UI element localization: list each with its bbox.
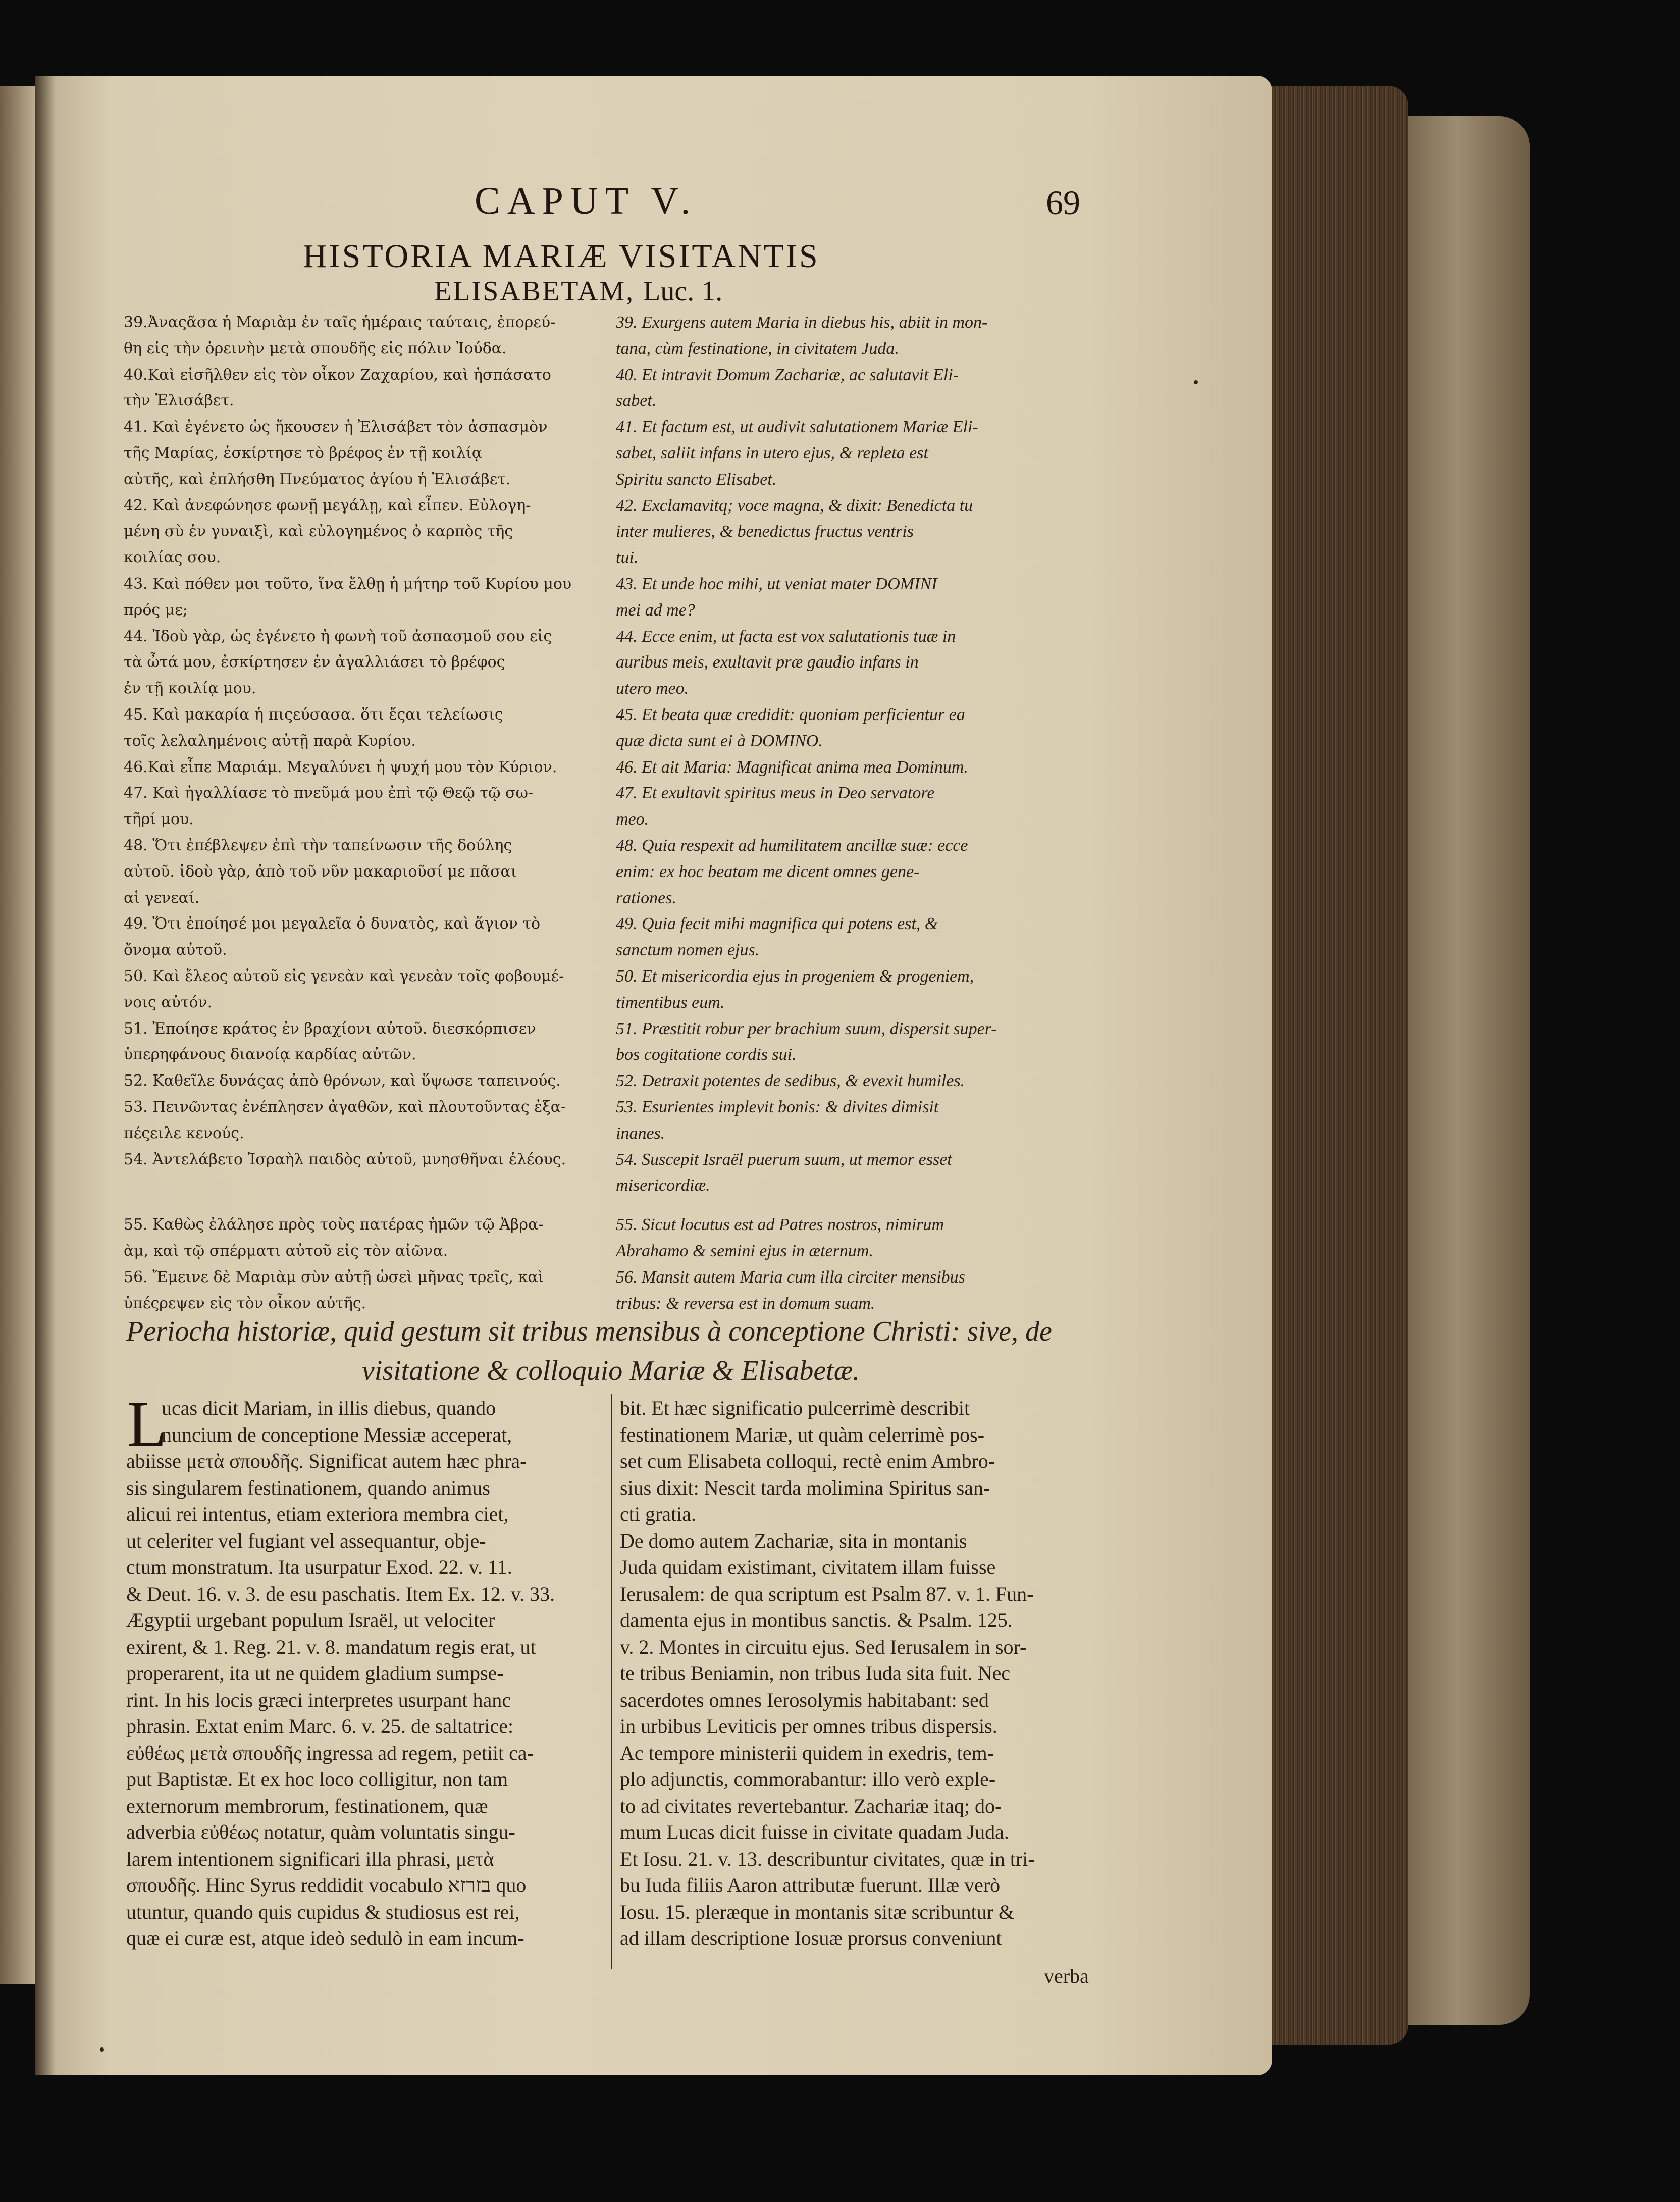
commentary-line: bit. Et hæc significatio pulcerrimè describit	[620, 1397, 970, 1419]
ink-speck	[1194, 380, 1198, 384]
latin-verse-line: 47. Et exultavit spiritus meus in Deo servatore	[616, 784, 935, 803]
latin-verse-line: rationes.	[616, 888, 676, 907]
greek-verse-line: 42. Καὶ ἀνεφώνησε φωνῇ μεγάλῃ, καὶ εἶπεν. Εὐλογη-	[124, 496, 531, 515]
latin-verse-line: 49. Quia fecit mihi magnifica qui potens est, &	[616, 914, 938, 934]
latin-verse-line: tana, cùm festinatione, in civitatem Juda.	[616, 339, 899, 358]
text-block-edges	[1272, 86, 1408, 2045]
latin-verse-line: 54. Suscepit Israël puerum suum, ut memor esset	[616, 1150, 952, 1169]
greek-verse-line: 49. Ὅτι ἐποίησέ μοι μεγαλεῖα ὁ δυνατὸς, καὶ ἅγιον τὸ	[124, 915, 541, 933]
title-reference: Luc. 1.	[643, 276, 723, 307]
greek-verse-line: 48. Ὅτι ἐπέβλεψεν ἐπὶ τὴν ταπείνωσιν τῆς δούλης	[124, 837, 512, 854]
column-rule	[611, 1394, 612, 1969]
latin-verse-line: tribus: & reversa est in domum suam.	[616, 1294, 875, 1313]
running-head: CAPUT V.	[475, 180, 698, 222]
latin-verse-line: enim: ex hoc beatam me dicent omnes gene-	[616, 862, 920, 881]
commentary-line: ctum monstratum. Ita usurpatur Exod. 22. v. 11.	[126, 1556, 512, 1578]
commentary-line: quæ ei curæ est, atque ideò sedulò in eam incum-	[126, 1927, 524, 1950]
page-gutter-shadow	[35, 76, 56, 2075]
greek-verse-line: ἐν τῇ κοιλίᾳ μου.	[124, 680, 256, 698]
commentary-line: cti gratia.	[620, 1503, 697, 1525]
ink-speck	[100, 2047, 104, 2052]
latin-verse-line: misericordiæ.	[616, 1176, 710, 1195]
latin-verse-line: 42. Exclamavitq; voce magna, & dixit: Benedicta tu	[616, 496, 973, 515]
commentary-line: in urbibus Leviticis per omnes tribus dispersis.	[620, 1715, 998, 1737]
catchword: verba	[1044, 1965, 1089, 1987]
latin-verse-line: 55. Sicut locutus est ad Patres nostros, nimirum	[616, 1215, 944, 1235]
commentary-line: larem intentionem significari illa phrasi, μετὰ	[126, 1847, 494, 1870]
periocha-line-1: Periocha historiæ, quid gestum sit tribus mensibus à conceptione Christi: sive, de	[126, 1316, 1052, 1347]
greek-verse-line: αὐτῆς, καὶ ἐπλήσθη Πνεύματος ἁγίου ἡ Ἐλισάβετ.	[124, 470, 511, 488]
greek-verse-line: ὄνομα αὐτοῦ.	[124, 941, 227, 959]
greek-verse-line: 40.Καὶ εἰσῆλθεν εἰς τὸν οἶκον Ζαχαρίου, καὶ ἠσπάσατο	[124, 366, 551, 384]
latin-verse-line: Abrahamo & semini ejus in æternum.	[616, 1242, 873, 1260]
greek-verse-line: 45. Καὶ μακαρία ἡ πιςεύσασα. ὅτι ἔςαι τελείωσις	[124, 706, 503, 724]
greek-verse-line: 54. Ἀντελάβετο Ἰσραὴλ παιδὸς αὐτοῦ, μνησθῆναι ἐλέους.	[124, 1150, 566, 1168]
greek-verse-line: 46.Καὶ εἶπε Μαριάμ. Μεγαλύνει ἡ ψυχή μου τὸν Κύριον.	[124, 758, 557, 776]
greek-verse-line: κοιλίας σου.	[124, 549, 221, 567]
latin-verse-line: 50. Et misericordia ejus in progeniem & progeniem,	[616, 967, 974, 986]
commentary-line: plo adjunctis, commorabantur: illo verò exple-	[620, 1768, 996, 1790]
greek-verse-line: ὑπερηφάνους διανοίᾳ καρδίας αὐτῶν.	[124, 1046, 416, 1064]
commentary-line: te tribus Beniamin, non tribus Iuda sita fuit. Nec	[620, 1662, 1011, 1684]
title-subject: ELISABETAM,	[434, 276, 635, 307]
commentary-line: externorum membrorum, festinationem, quæ	[126, 1794, 488, 1817]
latin-verse-line: 52. Detraxit potentes de sedibus, & evexit humiles.	[616, 1071, 965, 1091]
commentary-line: sis singularem festinationem, quando animus	[126, 1476, 490, 1499]
greek-verse-line: τῆρί μου.	[124, 810, 194, 829]
latin-verse-line: sabet, saliit infans in utero ejus, & repleta est	[616, 444, 928, 463]
latin-verse-line: 45. Et beata quæ credidit: quoniam perficientur ea	[616, 705, 965, 724]
latin-verse-line: Spiritu sancto Elisabet.	[616, 470, 777, 489]
commentary-line: festinationem Mariæ, ut quàm celerrimè pos-	[620, 1423, 985, 1446]
drop-cap: L	[127, 1388, 167, 1460]
greek-verse-line: 39.Ἀναςᾶσα ἡ Μαριὰμ ἐν ταῖς ἡμέραις ταύταις, ἐπορεύ-	[124, 314, 556, 331]
commentary-line: ut celeriter vel fugiant vel assequantur, obje-	[126, 1529, 486, 1552]
greek-verse-line: 41. Καὶ ἐγένετο ὡς ἤκουσεν ἡ Ἐλισάβετ τὸν ἀσπασμὸν	[124, 418, 548, 436]
latin-verse-line: bos cogitatione cordis sui.	[616, 1045, 797, 1064]
greek-verse-line: 47. Καὶ ἠγαλλίασε τὸ πνεῦμά μου ἐπὶ τῷ Θεῷ τῷ σω-	[124, 784, 534, 802]
greek-verse-line: νοις αὐτόν.	[124, 993, 213, 1011]
latin-verse-line: mei ad me?	[616, 600, 695, 620]
periocha-heading	[126, 1312, 1095, 1391]
latin-verse-line: 48. Quia respexit ad humilitatem ancillæ suæ: ecce	[616, 836, 968, 855]
commentary-line: properarent, ita ut ne quidem gladium sumpse-	[126, 1662, 504, 1684]
latin-verse-line: 53. Esurientes implevit bonis: & divites dimisit	[616, 1098, 939, 1116]
commentary-line: set cum Elisabeta colloqui, rectè enim Ambro-	[620, 1450, 995, 1472]
commentary-line: utuntur, quando quis cupidus & studiosus est rei,	[126, 1900, 520, 1923]
chapter-title-line-1: HISTORIA MARIÆ VISITANTIS	[303, 238, 820, 275]
greek-verse-line: 44. Ἰδοὺ γὰρ, ὡς ἐγένετο ἡ φωνὴ τοῦ ἀσπασμοῦ σου εἰς	[124, 627, 552, 645]
latin-verse-line: 51. Præstitit robur per brachium suum, dispersit super-	[616, 1019, 997, 1038]
commentary-line: put Baptistæ. Et ex hoc loco colligitur, non tam	[126, 1768, 508, 1790]
commentary-line: phrasin. Extat enim Marc. 6. v. 25. de saltatrice:	[126, 1715, 514, 1737]
commentary-line: bu Iuda filiis Aaron attributæ fuerunt. Illæ verò	[620, 1874, 1001, 1897]
greek-verse-line: τοῖς λελαλημένοις αὐτῇ παρὰ Κυρίου.	[124, 732, 416, 750]
commentary-line: rint. In his locis græci interpretes usurpant hanc	[126, 1688, 511, 1711]
latin-verse-line: quæ dicta sunt ei à DOMINO.	[616, 731, 823, 750]
commentary-line: εὐθέως μετὰ σπουδῆς ingressa ad regem, petiit ca-	[126, 1741, 534, 1764]
latin-verse-line: utero meo.	[616, 679, 689, 698]
commentary-line: adverbia εὐθέως notatur, quàm voluntatis singu-	[126, 1821, 515, 1843]
greek-verse-line: αἱ γενεαί.	[124, 889, 200, 907]
commentary-line: sius dixit: Nescit tarda molimina Spiritus san-	[620, 1476, 990, 1499]
commentary-line: nuncium de conceptione Messiæ acceperat,	[162, 1423, 512, 1446]
page-number: 69	[1046, 183, 1080, 222]
latin-verse-line: 56. Mansit autem Maria cum illa circiter mensibus	[616, 1267, 965, 1287]
latin-verse-line: sanctum nomen ejus.	[616, 941, 760, 960]
latin-verse-line: timentibus eum.	[616, 993, 725, 1012]
commentary-line: v. 2. Montes in circuitu ejus. Sed Ierusalem in sor-	[620, 1635, 1027, 1658]
greek-verse-line: 56. Ἔμεινε δὲ Μαριὰμ σὺν αὐτῇ ὡσεὶ μῆνας τρεῖς, καὶ	[124, 1268, 544, 1286]
latin-verse-line: 41. Et factum est, ut audivit salutationem Mariæ Eli-	[616, 418, 978, 437]
latin-verse-line: 44. Ecce enim, ut facta est vox salutationis tuæ in	[616, 627, 956, 646]
commentary-line: sacerdotes omnes Ierosolymis habitabant: sed	[620, 1688, 989, 1711]
commentary-line: ucas dicit Mariam, in illis diebus, quando	[162, 1397, 496, 1419]
commentary-line: De domo autem Zachariæ, sita in montanis	[620, 1529, 967, 1552]
latin-verse-line: sabet.	[616, 391, 657, 411]
commentary-line: exirent, & 1. Reg. 21. v. 8. mandatum regis erat, ut	[126, 1635, 536, 1658]
greek-verse-line: θη εἰς τὴν ὀρεινὴν μετὰ σπουδῆς εἰς πόλιν Ἰούδα.	[124, 339, 507, 357]
commentary-line: damenta ejus in montibus sanctis. & Psalm. 125.	[620, 1609, 1013, 1631]
greek-verse-line: 52. Καθεῖλε δυνάςας ἀπὸ θρόνων, καὶ ὕψωσε ταπεινούς.	[124, 1072, 561, 1090]
commentary-line: Juda quidam existimant, civitatem illam fuisse	[620, 1556, 996, 1578]
latin-verse-line: inter mulieres, & benedictus fructus ventris	[616, 522, 914, 541]
commentary-line: Ægyptii urgebant populum Israël, ut velociter	[126, 1609, 495, 1631]
greek-verse-line: πέςειλε κενούς.	[124, 1124, 244, 1142]
book-cover	[1408, 116, 1530, 2025]
greek-verse-line: 53. Πεινῶντας ἐνέπλησεν ἀγαθῶν, καὶ πλουτοῦντας ἐξα-	[124, 1098, 566, 1116]
latin-verse-line: auribus meis, exultavit præ gaudio infans in	[616, 653, 919, 672]
greek-verse-line: τὴν Ἐλισάβετ.	[124, 392, 234, 410]
commentary-line: Iosu. 15. pleræque in montanis sitæ scribuntur &	[620, 1900, 1015, 1923]
commentary-line: to ad civitates revertebantur. Zachariæ itaq; do-	[620, 1794, 1002, 1817]
greek-verse-line: τὰ ὦτά μου, ἐσκίρτησεν ἐν ἀγαλλιάσει τὸ βρέφος	[124, 653, 505, 672]
latin-verse-line: 39. Exurgens autem Maria in diebus his, abiit in mon-	[616, 313, 988, 332]
commentary-line: & Deut. 16. v. 3. de esu paschatis. Item Ex. 12. v. 33.	[126, 1582, 555, 1605]
greek-verse-line: 50. Καὶ ἔλεος αὐτοῦ εἰς γενεὰν καὶ γενεὰν τοῖς φοβουμέ-	[124, 967, 564, 985]
commentary-line: Et Iosu. 21. v. 13. describuntur civitates, quæ in tri-	[620, 1847, 1035, 1870]
commentary-line: abiisse μετὰ σπουδῆς. Significat autem hæc phra-	[126, 1450, 527, 1472]
commentary-right-column	[620, 1395, 1099, 1952]
greek-verse-line: μένη σὺ ἐν γυναιξὶ, καὶ εὐλογημένος ὁ καρπὸς τῆς	[124, 523, 513, 541]
commentary-line: σπουδῆς. Hinc Syrus reddidit vocabulo בזרזא quo	[126, 1874, 527, 1897]
commentary-left-column	[126, 1388, 606, 1952]
greek-verse-line: 55. Καθὼς ἐλάλησε πρὸς τοὺς πατέρας ἡμῶν τῷ Ἀβρα-	[124, 1216, 544, 1234]
commentary-line: alicui rei intentus, etiam exteriora membra ciet,	[126, 1503, 509, 1525]
commentary-line: mum Lucas dicit fuisse in civitate quadam Juda.	[620, 1821, 1009, 1843]
latin-verse-line: meo.	[616, 810, 649, 829]
latin-verse-line: tui.	[616, 548, 639, 568]
commentary-line: Ierusalem: de qua scriptum est Psalm 87. v. 1. Fun-	[620, 1582, 1034, 1605]
commentary-line: Ac tempore ministerii quidem in exedris, tem-	[620, 1741, 994, 1764]
greek-verse-line: ὑπέςρεψεν εἰς τὸν οἶκον αὐτῆς.	[124, 1294, 366, 1312]
latin-verse-line: 43. Et unde hoc mihi, ut veniat mater DOMINI	[616, 575, 937, 593]
latin-verse-line: 40. Et intravit Domum Zachariæ, ac salutavit Eli-	[616, 365, 959, 384]
latin-verse-line: inanes.	[616, 1123, 665, 1143]
commentary-line: ad illam descriptione Iosuæ prorsus conveniunt	[620, 1927, 1002, 1950]
chapter-title-line-2	[434, 275, 722, 308]
greek-verse-line: 43. Καὶ πόθεν μοι τοῦτο, ἵνα ἔλθῃ ἡ μήτηρ τοῦ Κυρίου μου	[124, 575, 572, 593]
greek-verse-line: αὐτοῦ. ἰδοὺ γὰρ, ἀπὸ τοῦ νῦν μακαριοῦσί με πᾶσαι	[124, 862, 517, 881]
greek-verse-line: τῆς Μαρίας, ἐσκίρτησε τὸ βρέφος ἐν τῇ κοιλίᾳ	[124, 444, 482, 462]
facing-page-edge	[0, 86, 35, 1984]
periocha-line-2: visitatione & colloquio Mariæ & Elisabetæ.	[361, 1355, 860, 1387]
greek-verse-line: 51. Ἐποίησε κράτος ἐν βραχίονι αὐτοῦ. διεσκόρπισεν	[124, 1019, 536, 1038]
greek-verse-line: πρός με;	[124, 601, 188, 619]
greek-verse-line: ὰμ, καὶ τῷ σπέρματι αὐτοῦ εἰς τὸν αἰῶνα.	[124, 1242, 448, 1260]
latin-verse-line: 46. Et ait Maria: Magnificat anima mea Dominum.	[616, 757, 968, 777]
